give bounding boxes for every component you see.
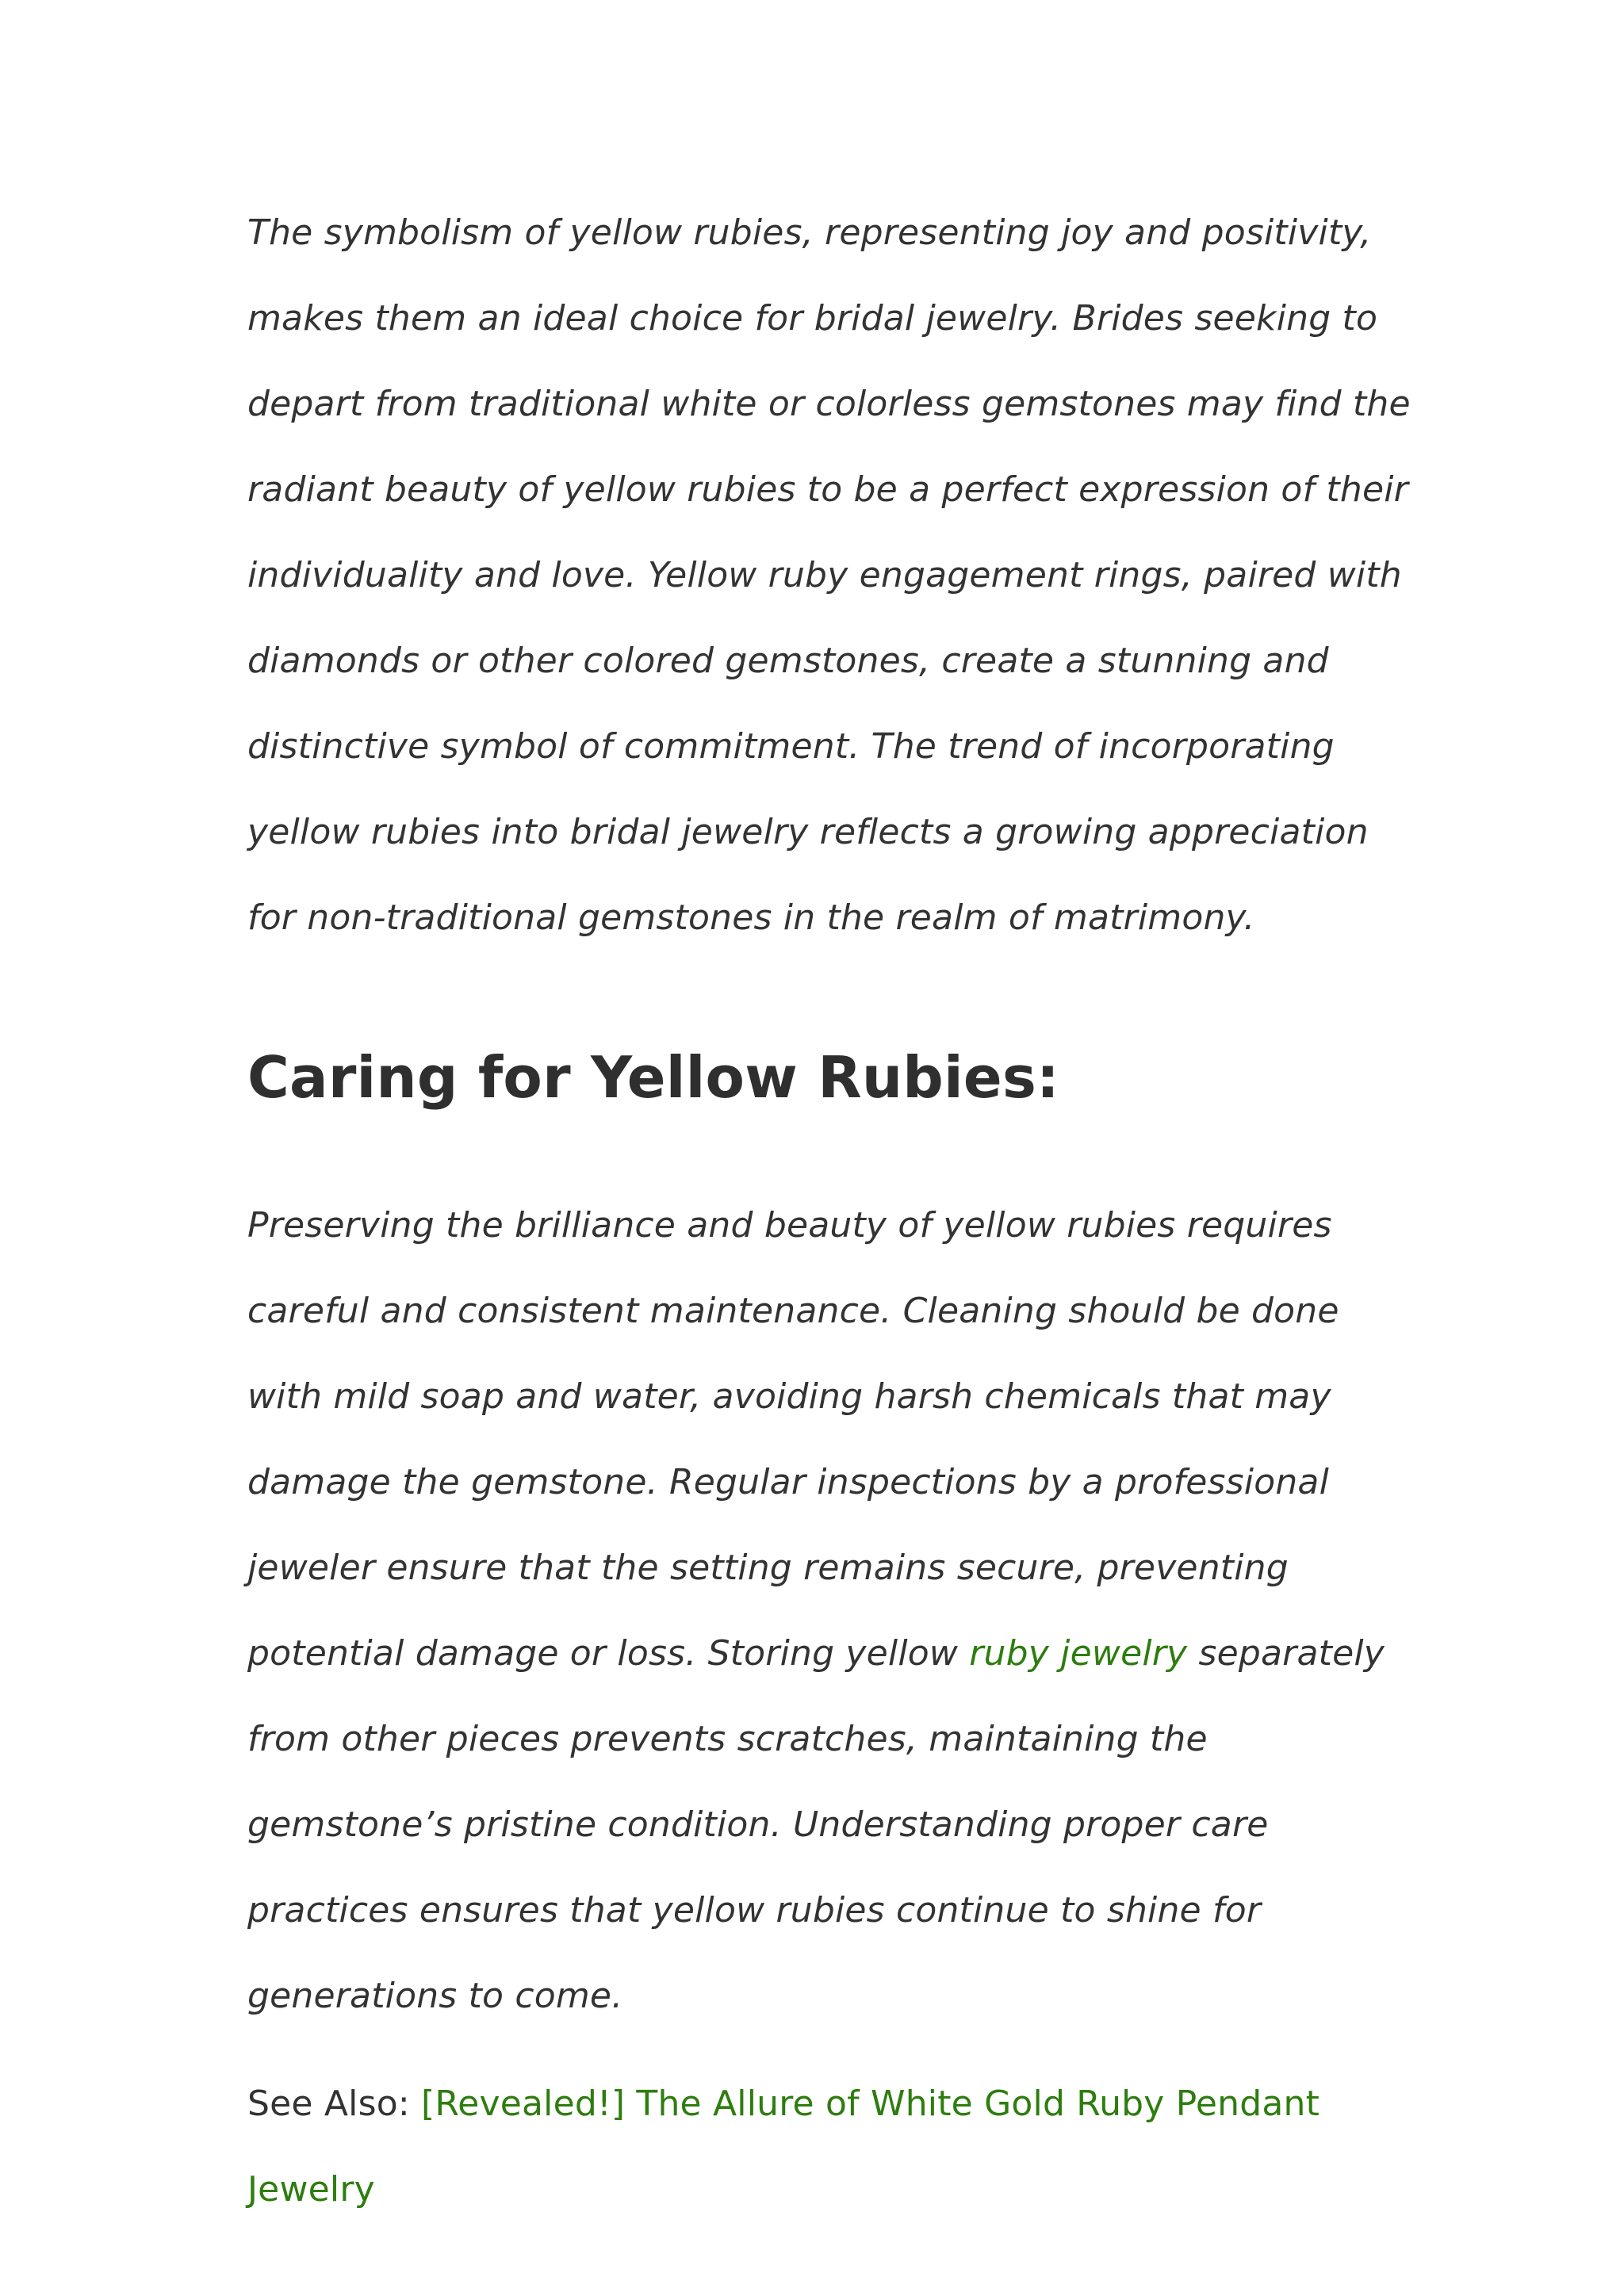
section-heading: Caring for Yellow Rubies: [247,1044,1060,1111]
see-also [247,2039,1421,2233]
article-body [247,190,1421,2233]
ruby-jewelry-link[interactable]: ruby jewelry [969,1633,1188,1674]
paragraph-care [247,1183,1421,2039]
paragraph-bridal-symbolism: The symbolism of yellow rubies, representing joy and positivity, makes them an ideal choice for bridal jewelry. Brides seeking to depart from traditional white or colorless gemstones may find the radiant beauty of yellow rubies to be a perfect expression of their individuality and love. Yellow ruby engagement rings, paired with diamonds or other colored gemstones, create a stunning and distinctive symbol of commitment. The trend of incorporating yellow rubies into bridal jewelry reflects a growing appreciation for non-traditional gemstones in the realm of matrimony. [247,212,1411,938]
see-also-label: See Also: [247,2084,422,2124]
see-also-link[interactable]: [Revealed!] The Allure of White Gold Ruby Pendant Jewelry [247,2084,1320,2210]
care-text-after-link: separately from other pieces prevents scratches, maintaining the gemstone’s pristine condition. Understanding proper care practices ensures that yellow rubies continue to shine for generations to come. [247,1633,1385,2016]
care-text-before-link: Preserving the brilliance and beauty of yellow rubies requires careful and consistent maintenance. Cleaning should be done with mild soap and water, avoiding harsh chemicals that may damage the gemstone. Regular inspections by a professional jeweler ensure that the setting remains secure, preventing potential damage or loss. Storing yellow [247,1205,1339,1674]
